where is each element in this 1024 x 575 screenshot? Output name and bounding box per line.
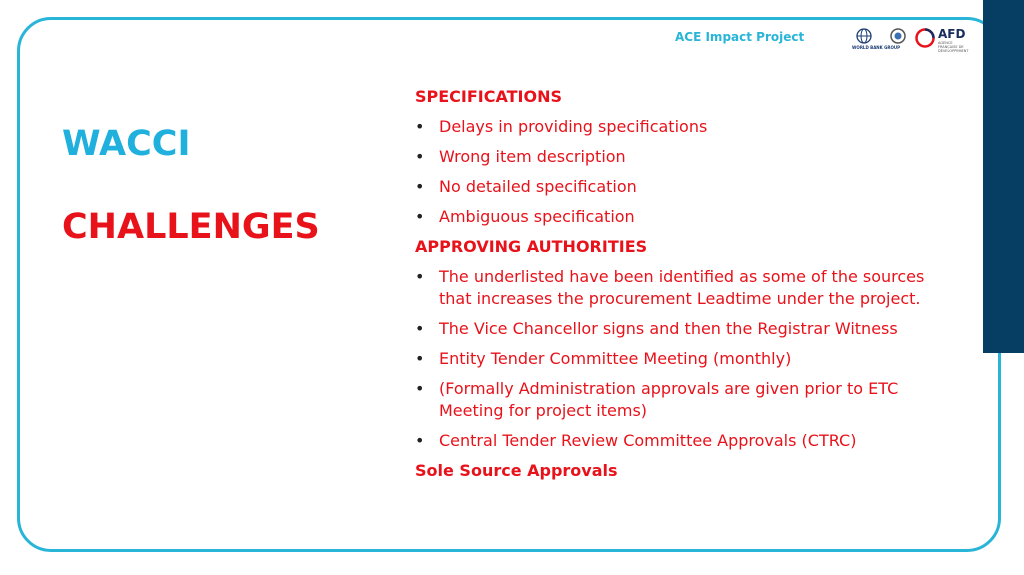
list-item: • Delays in providing specifications: [415, 116, 955, 138]
specifications-heading: SPECIFICATIONS: [415, 87, 563, 106]
list-item: • No detailed specification: [415, 176, 955, 198]
world-bank-globe-icon: [856, 28, 872, 44]
partner-logos: [852, 26, 967, 54]
right-accent-bar: [983, 0, 1024, 353]
title-wacci: WACCI: [62, 124, 191, 164]
list-item: • The underlisted have been identified as some of the sources that increases the procurement Leadtime under the project.: [415, 266, 955, 310]
partner-seal-icon: [890, 28, 906, 44]
list-item: • Wrong item description: [415, 146, 955, 168]
list-item: • Central Tender Review Committee Approvals (CTRC): [415, 430, 955, 452]
slide-content: [415, 86, 955, 490]
list-item: • Ambiguous specification: [415, 206, 955, 228]
project-label: ACE Impact Project: [675, 30, 805, 44]
afd-logo-text: AFD: [938, 27, 966, 41]
list-item: • The Vice Chancellor signs and then the Registrar Witness: [415, 318, 955, 340]
afd-logo-subtext: AGENCE FRANÇAISE DE DÉVELOPPEMENT: [938, 41, 969, 53]
title-challenges: CHALLENGES: [62, 207, 320, 247]
list-item: • Entity Tender Committee Meeting (monthly): [415, 348, 955, 370]
list-item: • (Formally Administration approvals are given prior to ETC Meeting for project items): [415, 378, 955, 422]
world-bank-text: WORLD BANK GROUP: [852, 45, 901, 50]
approving-authorities-heading: APPROVING AUTHORITIES: [415, 237, 648, 256]
afd-ring-icon: [914, 27, 936, 49]
sole-source-heading: Sole Source Approvals: [415, 461, 618, 480]
